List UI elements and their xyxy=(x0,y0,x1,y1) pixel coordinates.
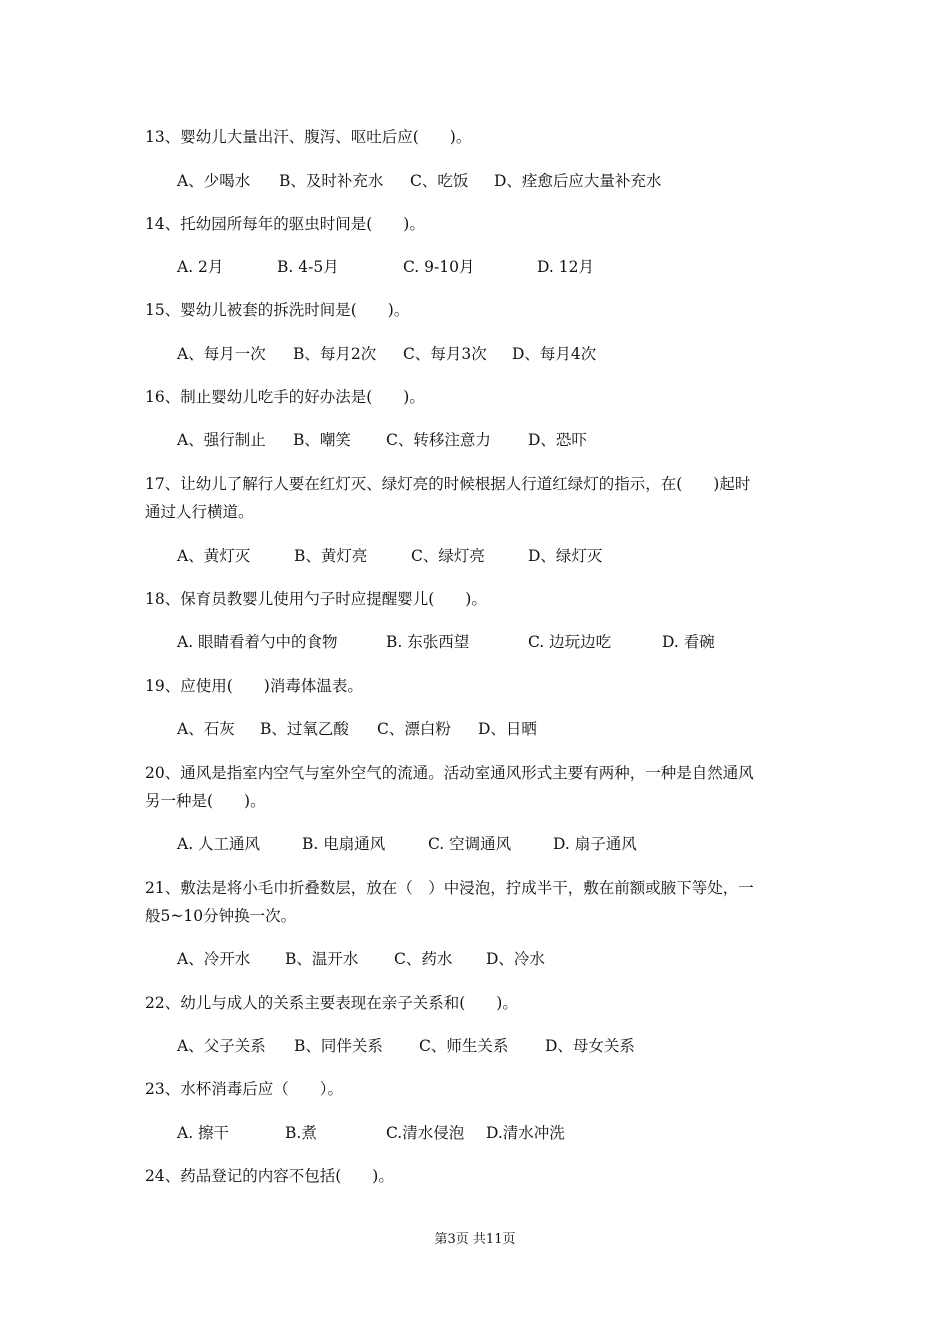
q17-option-a: A、黄灯灭 xyxy=(177,547,251,565)
q21-option-d: D、冷水 xyxy=(486,950,545,968)
q19-option-a: A、石灰 xyxy=(177,720,235,738)
q21-option-a: A、冷开水 xyxy=(177,950,251,968)
q23-option-d: D.清水冲洗 xyxy=(486,1124,565,1142)
page-footer: 第3页 共11页 xyxy=(434,1232,516,1247)
q21-option-c: C、药水 xyxy=(394,950,453,968)
q14-option-a: A. 2月 xyxy=(177,258,224,276)
question-18: 18、保育员教婴儿使用勺子时应提醒婴儿( )。 xyxy=(145,590,487,608)
q21-option-b: B、温开水 xyxy=(285,950,359,968)
question-24: 24、药品登记的内容不包括( )。 xyxy=(145,1167,394,1185)
question-20: 20、通风是指室内空气与室外空气的流通。活动室通风形式主要有两种，一种是自然通风 xyxy=(145,764,754,782)
q20-option-c: C. 空调通风 xyxy=(428,835,512,853)
q13-option-b: B、及时补充水 xyxy=(279,172,384,190)
q16-option-b: B、嘲笑 xyxy=(293,431,351,449)
q15-option-d: D、每月4次 xyxy=(512,345,597,363)
q14-option-d: D. 12月 xyxy=(537,258,594,276)
q14-option-b: B. 4-5月 xyxy=(277,258,339,276)
q23-option-a: A. 擦干 xyxy=(177,1124,230,1142)
q14-option-c: C. 9-10月 xyxy=(403,258,475,276)
question-15: 15、婴幼儿被套的拆洗时间是( )。 xyxy=(145,301,410,319)
question-22: 22、幼儿与成人的关系主要表现在亲子关系和( )。 xyxy=(145,994,518,1012)
question-19: 19、应使用( )消毒体温表。 xyxy=(145,677,363,695)
q18-option-d: D. 看碗 xyxy=(662,633,715,651)
question-20-continued: 另一种是( )。 xyxy=(145,792,266,810)
question-14: 14、托幼园所每年的驱虫时间是( )。 xyxy=(145,215,425,233)
q22-option-d: D、母女关系 xyxy=(545,1037,635,1055)
q19-option-d: D、日晒 xyxy=(478,720,537,738)
question-21: 21、敷法是将小毛巾折叠数层，放在（ ）中浸泡，拧成半干，敷在前额或腋下等处，一 xyxy=(145,879,754,897)
question-23: 23、水杯消毒后应（ ）。 xyxy=(145,1080,343,1098)
q23-option-b: B.煮 xyxy=(285,1124,317,1142)
q22-option-c: C、师生关系 xyxy=(419,1037,509,1055)
q19-option-c: C、漂白粉 xyxy=(377,720,451,738)
q22-option-b: B、同伴关系 xyxy=(294,1037,383,1055)
q13-option-c: C、吃饭 xyxy=(410,172,469,190)
q20-option-d: D. 扇子通风 xyxy=(553,835,637,853)
q18-option-a: A. 眼睛看着勺中的食物 xyxy=(177,633,338,651)
question-13: 13、婴幼儿大量出汗、腹泻、呕吐后应( )。 xyxy=(145,128,472,146)
question-17-continued: 通过人行横道。 xyxy=(145,503,254,521)
q13-option-a: A、少喝水 xyxy=(177,172,251,190)
q20-option-b: B. 电扇通风 xyxy=(302,835,386,853)
q18-option-c: C. 边玩边吃 xyxy=(528,633,612,651)
q15-option-b: B、每月2次 xyxy=(293,345,377,363)
q16-option-a: A、强行制止 xyxy=(177,431,266,449)
q16-option-c: C、转移注意力 xyxy=(386,431,491,449)
q18-option-b: B. 东张西望 xyxy=(386,633,470,651)
q17-option-c: C、绿灯亮 xyxy=(411,547,485,565)
question-17: 17、让幼儿了解行人要在红灯灭、绿灯亮的时候根据人行道红绿灯的指示，在( )起时 xyxy=(145,475,751,493)
q17-option-d: D、绿灯灭 xyxy=(528,547,603,565)
q22-option-a: A、父子关系 xyxy=(177,1037,266,1055)
q16-option-d: D、恐吓 xyxy=(528,431,587,449)
question-16: 16、制止婴幼儿吃手的好办法是( )。 xyxy=(145,388,425,406)
q19-option-b: B、过氧乙酸 xyxy=(260,720,349,738)
q23-option-c: C.清水侵泡 xyxy=(386,1124,465,1142)
q15-option-a: A、每月一次 xyxy=(177,345,266,363)
q17-option-b: B、黄灯亮 xyxy=(294,547,368,565)
q20-option-a: A. 人工通风 xyxy=(177,835,261,853)
q13-option-d: D、痊愈后应大量补充水 xyxy=(494,172,662,190)
q15-option-c: C、每月3次 xyxy=(403,345,487,363)
question-21-continued: 般5~10分钟换一次。 xyxy=(145,907,297,925)
